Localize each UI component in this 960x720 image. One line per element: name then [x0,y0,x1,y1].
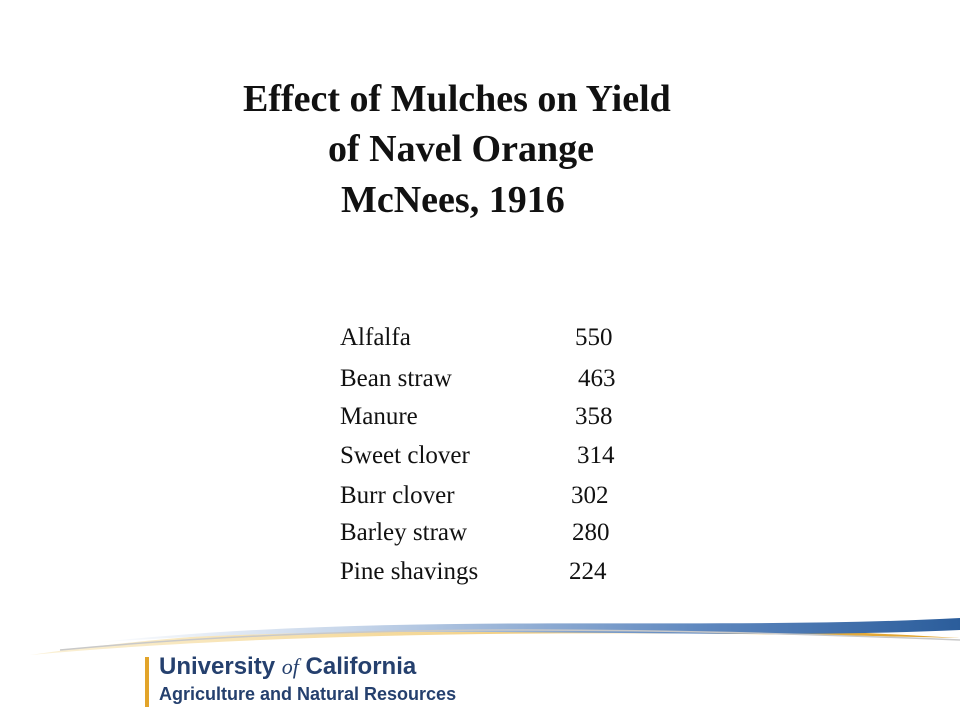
mulch-label: Bean straw [340,365,452,392]
yield-value: 314 [577,442,615,469]
yield-value: 280 [572,519,610,546]
yield-value: 302 [571,482,609,509]
yield-value: 224 [569,558,607,585]
logo-word-california: California [305,653,417,680]
mulch-label: Burr clover [340,482,455,509]
mulch-label: Manure [340,403,418,430]
slide-title-line-2: of Navel Orange [328,128,594,170]
logo-gold-bar-icon [145,657,149,707]
yield-value: 463 [578,365,616,392]
mulch-label: Alfalfa [340,324,411,351]
logo-word-of: of [281,654,299,679]
logo-word-university: University [159,653,276,680]
swoosh-mask [0,655,960,720]
yield-value: 358 [575,403,613,430]
mulch-label: Sweet clover [340,442,470,469]
mulch-label: Pine shavings [340,558,479,585]
decorative-swoosh [0,600,960,720]
slide-title-line-1: Effect of Mulches on Yield [243,78,671,120]
logo-university-of-california [159,655,416,679]
logo-agriculture-natural-resources: Agriculture and Natural Resources [159,684,457,704]
mulch-label: Barley straw [340,519,468,546]
slide-subtitle: McNees, 1916 [341,179,565,221]
yield-value: 550 [575,324,613,351]
